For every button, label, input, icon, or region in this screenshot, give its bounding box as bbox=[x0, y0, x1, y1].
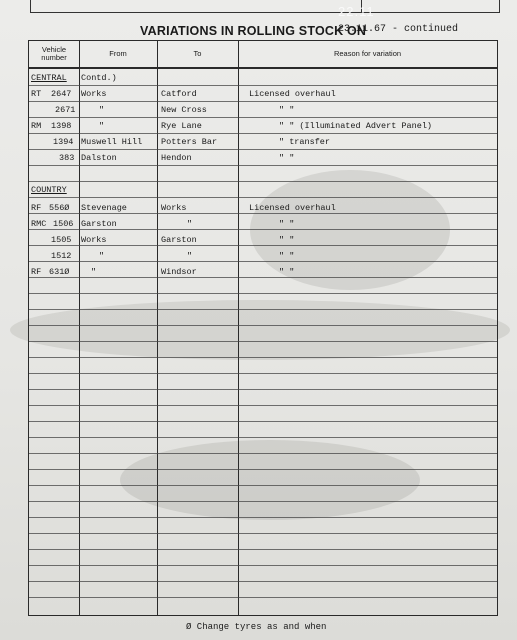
row-rule bbox=[29, 373, 497, 374]
row-rule bbox=[29, 117, 497, 118]
table-row: 1512 " " " " bbox=[51, 251, 295, 261]
table-row: RT 2647 Works Catford Licensed overhaul bbox=[31, 89, 336, 99]
previous-table-edge bbox=[30, 0, 500, 13]
row-rule bbox=[29, 213, 497, 214]
row-rule bbox=[29, 453, 497, 454]
header-vehicle: Vehicle number bbox=[41, 44, 67, 62]
table-row: 1394 Muswell Hill Potters Bar " transfer bbox=[53, 137, 331, 147]
row-rule bbox=[29, 165, 497, 166]
row-rule bbox=[29, 229, 497, 230]
row-rule bbox=[29, 261, 497, 262]
row-rule bbox=[29, 325, 497, 326]
header-reason: Reason for variation bbox=[333, 48, 402, 58]
rolling-stock-table bbox=[28, 40, 498, 616]
table-row: 383 Dalston Hendon " " bbox=[59, 153, 295, 163]
date-stamp: 22.11 bbox=[338, 4, 375, 19]
section-country: COUNTRY bbox=[31, 185, 67, 195]
row-rule bbox=[29, 341, 497, 342]
row-rule bbox=[29, 149, 497, 150]
row-rule bbox=[29, 485, 497, 486]
row-rule bbox=[29, 245, 497, 246]
title-date: 23.11.67 - continued bbox=[338, 24, 459, 35]
row-rule bbox=[29, 197, 497, 198]
row-rule bbox=[29, 549, 497, 550]
row-rule bbox=[29, 309, 497, 310]
row-rule bbox=[29, 597, 497, 598]
page-title: VARIATIONS IN ROLLING STOCK ON bbox=[140, 24, 367, 38]
row-rule bbox=[29, 565, 497, 566]
row-rule bbox=[29, 469, 497, 470]
row-rule bbox=[29, 133, 497, 134]
table-row: RMC 1506 Garston " " " bbox=[31, 219, 295, 229]
row-rule bbox=[29, 85, 497, 86]
table-row: RM 1398 " Rye Lane " " (Illuminated Advert Panel) bbox=[31, 121, 433, 131]
section-central: CENTRAL Contd.) bbox=[31, 73, 117, 83]
row-rule bbox=[29, 405, 497, 406]
header-to: To bbox=[193, 48, 202, 58]
row-rule bbox=[29, 437, 497, 438]
footnote: Ø Change tyres as and when bbox=[186, 622, 327, 632]
table-row: 1505 Works Garston " " bbox=[51, 235, 295, 245]
row-rule bbox=[29, 421, 497, 422]
row-rule bbox=[29, 501, 497, 502]
row-rule bbox=[29, 517, 497, 518]
row-rule bbox=[29, 533, 497, 534]
header-from: From bbox=[109, 48, 127, 58]
row-rule bbox=[29, 181, 497, 182]
row-rule bbox=[29, 581, 497, 582]
table-row: 2671 " New Cross " " bbox=[55, 105, 295, 115]
table-row: RF 556Ø Stevenage Works Licensed overhaul bbox=[31, 203, 336, 213]
row-rule bbox=[29, 277, 497, 278]
table-row: RF 631Ø " Windsor " " bbox=[31, 267, 295, 277]
row-rule bbox=[29, 293, 497, 294]
row-rule bbox=[29, 389, 497, 390]
row-rule bbox=[29, 101, 497, 102]
row-rule bbox=[29, 357, 497, 358]
